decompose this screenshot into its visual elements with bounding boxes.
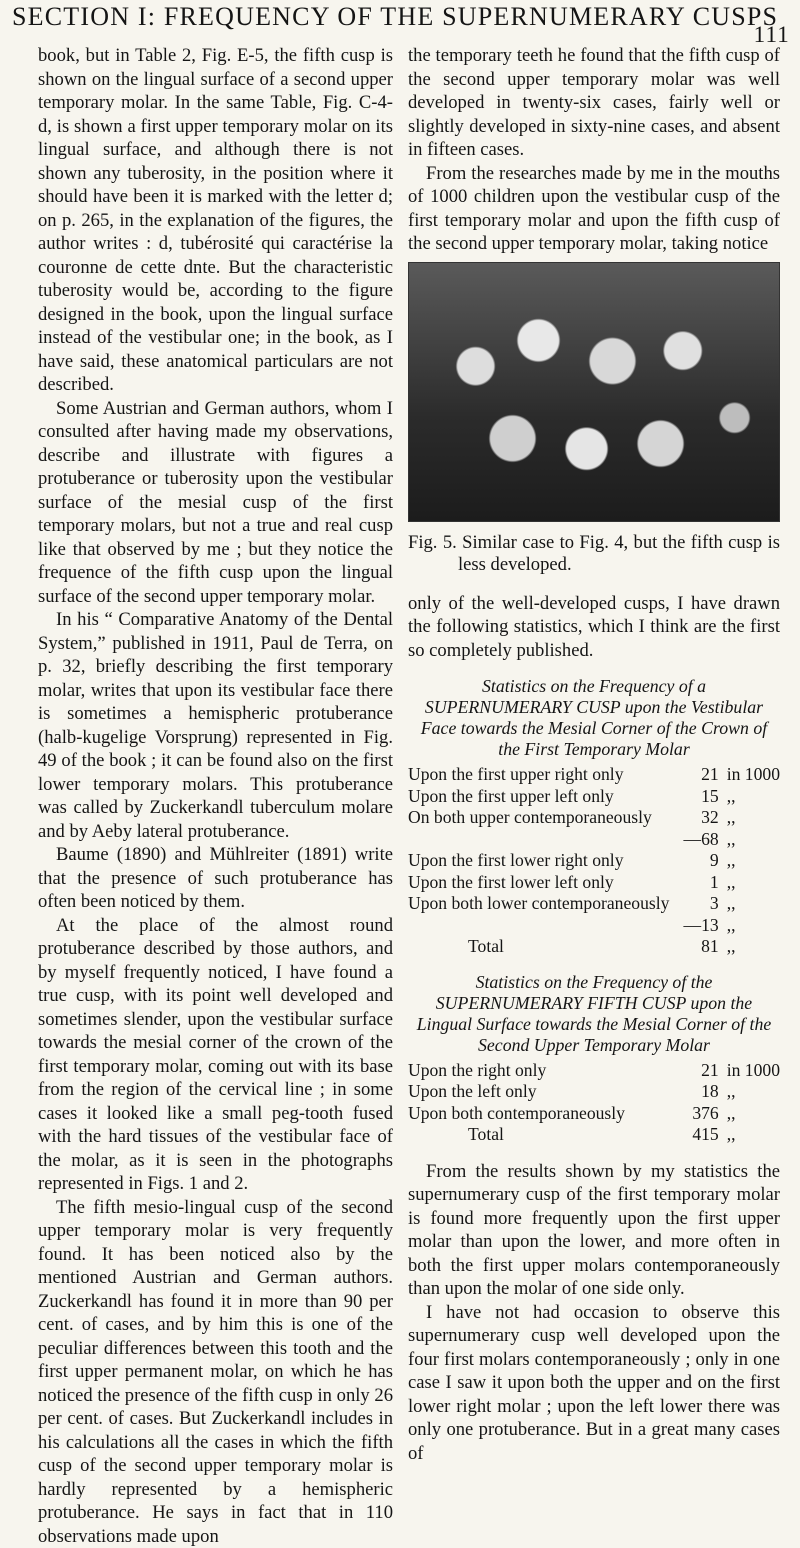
row-unit: ,, (727, 786, 780, 808)
row-label: On both upper contemporaneously (408, 807, 682, 829)
row-label: Upon the first lower left only (408, 872, 682, 894)
row-label: Upon both contemporaneously (408, 1103, 683, 1125)
table-row (408, 1124, 780, 1146)
table-row (408, 1103, 780, 1125)
row-value: —13 (682, 915, 727, 937)
row-value: 21 (682, 764, 727, 786)
table-row (408, 807, 780, 829)
statistics-table-vestibular (408, 764, 780, 958)
row-label: Upon both lower contemporaneously (408, 893, 682, 915)
running-header (0, 0, 800, 40)
row-label (408, 829, 682, 851)
paragraph: The fifth mesio-lingual cusp of the second upper temporary molar is very frequently found. It has been noticed also by the mentioned Austrian and German authors. Zuckerkandl has found it in more than 90 per cent. of cases, and by him this is one of the peculiar differences between this tooth and the first upper permanent molar, on which he has noticed the presence of the fifth cusp in only 26 per cent. of cases. But Zuckerkandl includes in his calculations all the cases in which the fifth cusp of the second upper temporary molar is hardly represented by a hemispheric protuberance. He says in fact that in 110 observations made upon (38, 1196, 393, 1548)
row-value: 1 (682, 872, 727, 894)
row-value: 376 (683, 1103, 726, 1125)
dental-photograph (408, 262, 780, 522)
table-row (408, 893, 780, 915)
table-row (408, 850, 780, 872)
paragraph: only of the well-developed cusps, I have drawn the following statistics, which I think are the first so completely published. (408, 592, 780, 663)
paragraph: the temporary teeth he found that the fifth cusp of the second upper temporary molar was well developed in twenty-six cases, fairly well or slightly developed in sixty-nine cases, and absent in fifteen cases. (408, 44, 780, 162)
paragraph: From the researches made by me in the mouths of 1000 children upon the vestibular cusp of the first temporary molar and upon the fifth cusp of the second upper temporary molar, taking notice (408, 162, 780, 256)
row-value: 3 (682, 893, 727, 915)
paragraph: From the results shown by my statistics the supernumerary cusp of the first temporary molar is found more frequently upon the first upper molar than upon the lower, and more often in both the first upper molars contemporaneously than upon the molar of one side only. (408, 1160, 780, 1301)
section-title: SECTION I: FREQUENCY OF THE SUPERNUMERARY CUSPS (12, 2, 778, 32)
row-label: Upon the first upper right only (408, 764, 682, 786)
table-row (408, 786, 780, 808)
table-row (408, 936, 780, 958)
statistics-title-vestibular: Statistics on the Frequency of a SUPERNUMERARY CUSP upon the Vestibular Face towards the Mesial Corner of the Crown of the First Temporary Molar (408, 676, 780, 760)
row-value: 415 (683, 1124, 726, 1146)
row-unit: ,, (727, 829, 780, 851)
row-value: 32 (682, 807, 727, 829)
statistics-title-lingual: Statistics on the Frequency of the SUPERNUMERARY FIFTH CUSP upon the Lingual Surface towards the Mesial Corner of the Second Upper Temporary Molar (408, 972, 780, 1056)
row-label: Upon the first upper left only (408, 786, 682, 808)
row-value: 15 (682, 786, 727, 808)
row-unit: ,, (727, 1081, 780, 1103)
row-unit: ,, (727, 850, 780, 872)
table-row (408, 1060, 780, 1082)
row-value: —68 (682, 829, 727, 851)
row-unit: ,, (727, 872, 780, 894)
row-label: Upon the first lower right only (408, 850, 682, 872)
row-value: 9 (682, 850, 727, 872)
table-row (408, 1081, 780, 1103)
paragraph: Baume (1890) and Mühlreiter (1891) write that the presence of such protuberance has often been noticed by them. (38, 843, 393, 914)
table-row (408, 764, 780, 786)
left-column (38, 44, 393, 1548)
statistics-table-lingual (408, 1060, 780, 1146)
row-label: Upon the left only (408, 1081, 683, 1103)
row-value: 21 (683, 1060, 726, 1082)
row-label (408, 915, 682, 937)
figure-caption: Fig. 5. Similar case to Fig. 4, but the fifth cusp is less developed. (408, 532, 780, 576)
row-unit: ,, (727, 807, 780, 829)
row-unit: in 1000 (727, 764, 780, 786)
paragraph: I have not had occasion to observe this supernumerary cusp well developed upon the four first molars contemporaneously ; only in one case I saw it upon both the upper and on the first lower right molar ; upon the left lower there was only one protuberance. But in a great many cases of (408, 1301, 780, 1466)
row-unit: in 1000 (727, 1060, 780, 1082)
paragraph: Some Austrian and German authors, whom I consulted after having made my observations, describe and illustrate with figures a protuberance or tuberosity upon the vestibular surface of the mesial cusp of the first temporary molars, but not a true and real cusp like that observed by me ; but they notice the frequence of the fifth cusp upon the lingual surface of the second upper temporary molar. (38, 397, 393, 609)
row-value: 18 (683, 1081, 726, 1103)
right-column (408, 44, 780, 1465)
paragraph: At the place of the almost round protuberance described by those authors, and by myself frequently noticed, I have found a true cusp, with its point well developed and sometimes slender, upon the vestibular surface towards the mesial corner of the crown of the first temporary molar, coming out with its base from the region of the cervical line ; in some cases it looked like a small peg-tooth fused with the hard tissues of the vestibular face of the molar, as it is seen in the photographs represented in Figs. 1 and 2. (38, 914, 393, 1196)
row-unit: ,, (727, 1103, 780, 1125)
row-unit: ,, (727, 936, 780, 958)
paragraph: book, but in Table 2, Fig. E-5, the fifth cusp is shown on the lingual surface of a second upper temporary molar. In the same Table, Fig. C-4-d, is shown a first upper temporary molar on its lingual surface, and although there is not shown any tuberosity, in the position where it should have been it is marked with the letter d; on p. 265, in the explanation of the figures, the author writes : d, tubérosité qui caractérise la couronne de cette dnte. But the characteristic tuberosity would be, according to the figure designed in the book, upon the lingual surface instead of the vestibular one; in the book, as I have said, these anatomical particulars are not described. (38, 44, 393, 397)
table-row (408, 915, 780, 937)
row-label: Total (408, 936, 682, 958)
row-value: 81 (682, 936, 727, 958)
row-unit: ,, (727, 1124, 780, 1146)
row-label: Total (408, 1124, 683, 1146)
page-number: 111 (754, 22, 790, 48)
row-unit: ,, (727, 893, 780, 915)
row-label: Upon the right only (408, 1060, 683, 1082)
table-row (408, 872, 780, 894)
table-row (408, 829, 780, 851)
row-unit: ,, (727, 915, 780, 937)
paragraph: In his “ Comparative Anatomy of the Dental System,” published in 1911, Paul de Terra, on p. 32, briefly describing the first temporary molar, writes that upon its vestibular face there is sometimes a hemispheric protuberance (halb-kugelige Vorsprung) represented in Fig. 49 of the book ; it can be found also on the first lower temporary molars. This protuberance was called by Zuckerkandl tuberculum molare and by Aeby lateral protuberance. (38, 608, 393, 843)
